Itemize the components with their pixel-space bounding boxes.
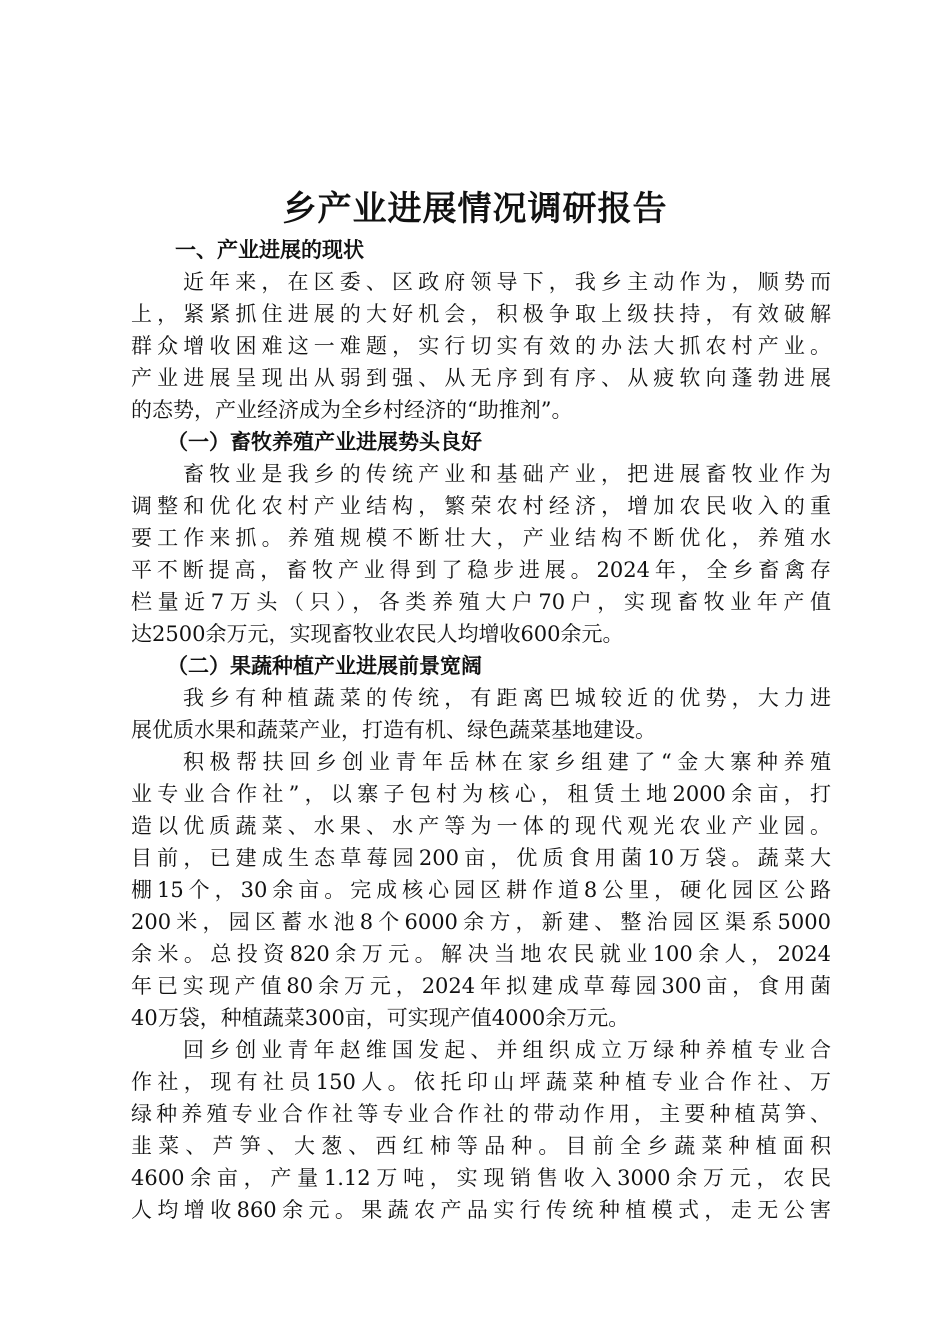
text-line: 近年来，在区委、区政府领导下，我乡主动作为，顺势而 xyxy=(183,270,831,294)
text-line: 棚15个，30余亩。完成核心园区耕作道8公里，硬化园区公路 xyxy=(131,878,831,902)
text-line: 造以优质蔬菜、水果、水产等为一体的现代观光农业产业园。 xyxy=(131,814,831,838)
text-line: 200米，园区蓄水池8个6000余方，新建、整治园区渠系5000 xyxy=(131,910,831,934)
text-line: 平不断提高，畜牧产业得到了稳步进展。2024年，全乡畜禽存 xyxy=(131,558,831,582)
text-line: 产业进展呈现出从弱到强、从无序到有序、从疲软向蓬勃进展 xyxy=(131,366,831,390)
text-line: 栏量近7万头（只），各类养殖大户70户，实现畜牧业年产值 xyxy=(131,590,831,614)
text-line: 年已实现产值80余万元，2024年拟建成草莓园300亩，食用菌 xyxy=(131,974,831,998)
text-line: 我乡有种植蔬菜的传统，有距离巴城较近的优势，大力进 xyxy=(183,686,831,710)
text-line: 群众增收困难这一难题，实行切实有效的办法大抓农村产业。 xyxy=(131,334,831,358)
text-line: 积极帮扶回乡创业青年岳林在家乡组建了“金大寨种养殖 xyxy=(183,750,831,774)
text-line: 目前，已建成生态草莓园200亩，优质食用菌10万袋。蔬菜大 xyxy=(131,846,831,870)
text-line: 上，紧紧抓住进展的大好机会，积极争取上级扶持，有效破解 xyxy=(131,302,831,326)
document-title: 乡产业进展情况调研报告 xyxy=(282,189,668,229)
text-line: 余米。总投资820余万元。解决当地农民就业100余人，2024 xyxy=(131,942,831,966)
text-line: 的态势，产业经济成为全乡村经济的“助推剂”。 xyxy=(131,398,573,422)
paragraph-overview xyxy=(131,266,831,426)
text-line: 畜牧业是我乡的传统产业和基础产业，把进展畜牧业作为 xyxy=(183,462,831,486)
text-line: 调整和优化农村产业结构，繁荣农村经济，增加农民收入的重 xyxy=(131,494,831,518)
document-body xyxy=(131,234,831,1226)
text-line: 业专业合作社”，以寨子包村为核心，租赁土地2000余亩，打 xyxy=(131,782,831,806)
text-line: 韭菜、芦笋、大葱、西红柿等品种。目前全乡蔬菜种植面积 xyxy=(131,1134,831,1158)
paragraph-cooperative-jinzhai xyxy=(131,746,831,1034)
paragraph-cooperative-wanlv xyxy=(131,1034,831,1226)
paragraph-livestock xyxy=(131,458,831,650)
text-line: 4600余亩，产量1.12万吨，实现销售收入3000余万元，农民 xyxy=(131,1166,831,1190)
text-line: 作社，现有社员150人。依托印山坪蔬菜种植专业合作社、万 xyxy=(131,1070,831,1094)
subsection-heading: （一）畜牧养殖产业进展势头良好 xyxy=(167,430,482,454)
subsection-heading: （二）果蔬种植产业进展前景宽阔 xyxy=(167,654,482,678)
text-line: 人均增收860余元。果蔬农产品实行传统种植模式，走无公害 xyxy=(131,1198,831,1222)
text-line: 绿种养殖专业合作社等专业合作社的带动作用，主要种植莴笋、 xyxy=(131,1102,831,1126)
text-line: 回乡创业青年赵维国发起、并组织成立万绿种养植专业合 xyxy=(183,1038,831,1062)
text-line: 达2500余万元，实现畜牧业农民人均增收600余元。 xyxy=(131,622,624,646)
paragraph-vegetables xyxy=(131,682,831,746)
text-line: 40万袋，种植蔬菜300亩，可实现产值4000余万元。 xyxy=(131,1006,630,1030)
text-line: 要工作来抓。养殖规模不断壮大，产业结构不断优化，养殖水 xyxy=(131,526,831,550)
text-line: 展优质水果和蔬菜产业，打造有机、绿色蔬菜基地建设。 xyxy=(131,718,656,742)
section-heading: 一、产业进展的现状 xyxy=(175,238,364,262)
